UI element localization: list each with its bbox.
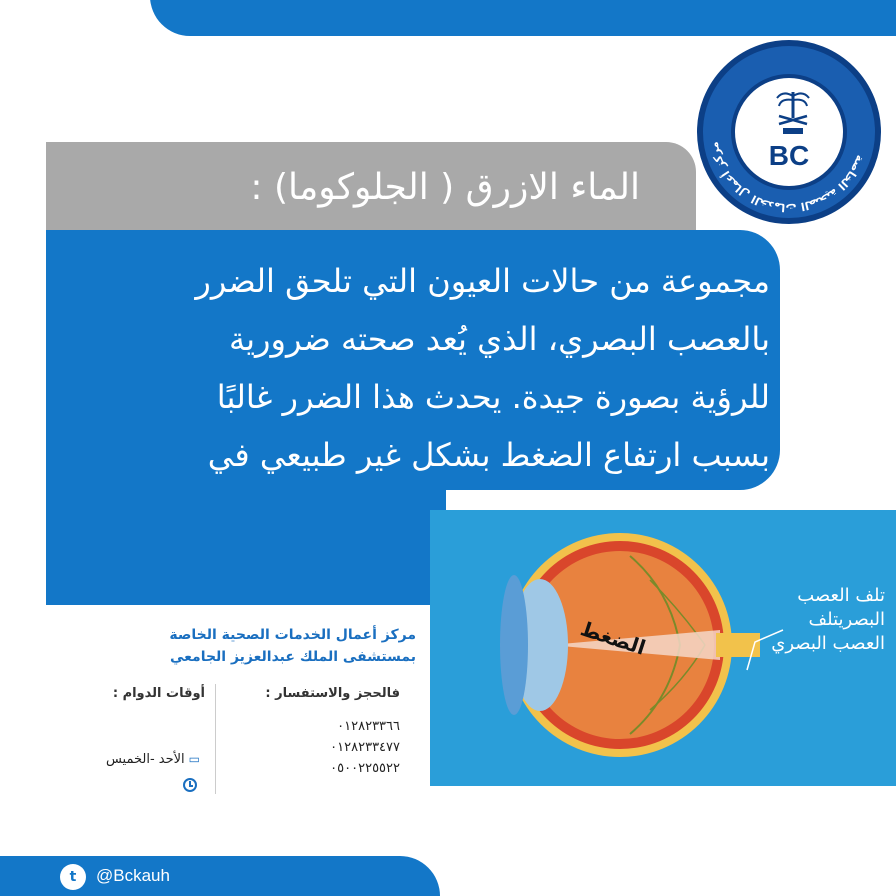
phone-list: [240, 716, 400, 779]
logo-initials: BC: [768, 140, 810, 171]
pressure-label: الضغط: [577, 616, 649, 660]
eye-cornea: [500, 575, 528, 715]
logo-inner-circle: [731, 74, 847, 190]
hours-heading: أوقات الدوام :: [112, 686, 205, 701]
description-line: مجموعة من حالات العيون التي تلحق الضرر: [195, 262, 770, 300]
description-line: بالعصب البصري، الذي يُعد صحته ضرورية: [228, 320, 770, 358]
phone-number[interactable]: ٠١٢٨٢٣٣٦٦: [337, 719, 400, 734]
nerve-pointer-line: [745, 628, 785, 672]
center-name-line: مركز أعمال الخدمات الصحية الخاصة: [169, 627, 416, 643]
page-title: الماء الازرق ( الجلوكوما) :: [250, 167, 640, 208]
nerve-label-line: العصب البصري: [771, 633, 885, 654]
top-banner: [150, 0, 896, 36]
phone-number[interactable]: ٠١٢٨٢٣٣٤٧٧: [330, 740, 400, 755]
palm-emblem-icon: [773, 88, 813, 138]
column-divider: [215, 684, 216, 794]
twitter-icon[interactable]: t: [60, 864, 86, 890]
description-line: بسبب ارتفاع الضغط بشكل غير طبيعي في: [207, 436, 770, 474]
description-text: [60, 252, 770, 542]
twitter-handle[interactable]: @Bckauh: [96, 866, 170, 885]
center-name: [40, 624, 416, 668]
booking-heading: فالحجز والاستفسار :: [265, 686, 400, 701]
logo-ring-text: مركز أعمال الخدمات الصحية الخاصة: [707, 140, 867, 215]
nerve-label-line: تلف العصب: [797, 585, 885, 606]
phone-number[interactable]: ٠٥٠٠٢٢٥٥٢٢: [330, 761, 400, 776]
working-days: [40, 752, 200, 767]
calendar-icon: ▭: [188, 752, 200, 766]
center-name-line: بمستشفى الملك عبدالعزيز الجامعي: [169, 649, 416, 665]
center-logo: [697, 40, 881, 224]
working-days-text: الأحد -الخميس: [105, 752, 185, 767]
nerve-label-line: البصريتلف: [808, 609, 885, 630]
description-line: للرؤية بصورة جيدة. يحدث هذا الضرر غالبًا: [216, 378, 770, 416]
clock-icon: [183, 778, 197, 792]
